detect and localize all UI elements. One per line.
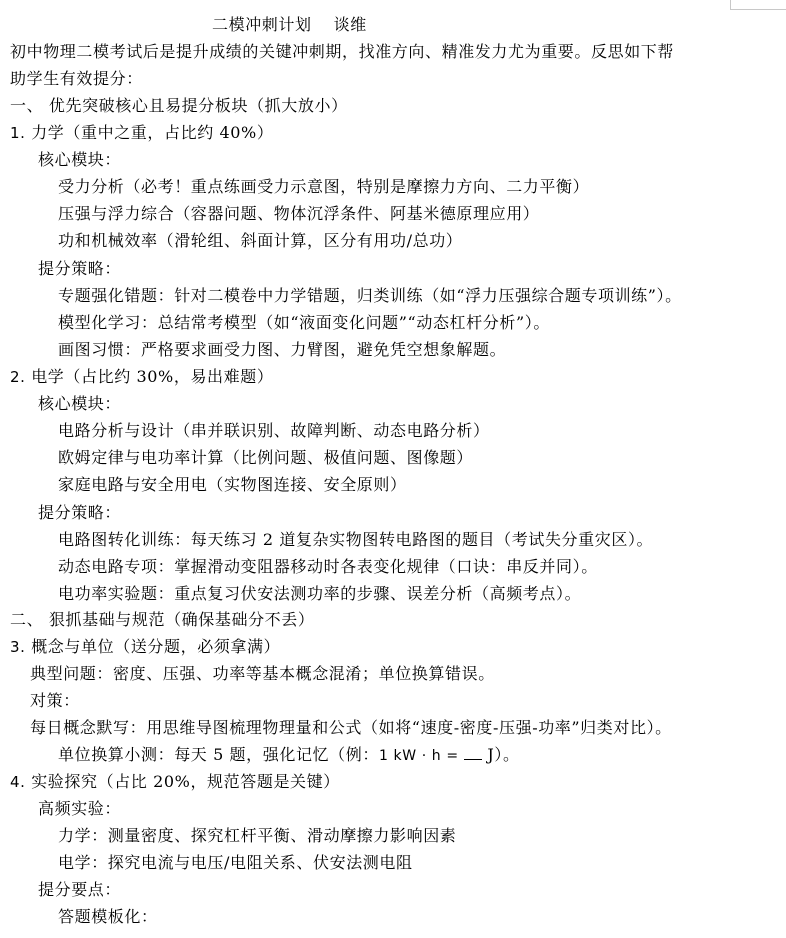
item-3-measure-2: [58, 744, 520, 770]
item-4-title: 实验探究（占比 20%，规范答题是关键）: [31, 772, 340, 791]
item-2-title: 电学（占比约 30%，易出难题）: [31, 367, 274, 386]
item-2-module-2: 欧姆定律与电功率计算（比例问题、极值问题、图像题）: [58, 448, 474, 467]
item-2-strategy-label: 提分策略：: [38, 503, 122, 522]
item-3-measure-2-unit: J）。: [481, 745, 520, 764]
item-4-experiment-1: 力学：测量密度、探究杠杆平衡、滑动摩擦力影响因素: [58, 826, 457, 845]
item-1-strategy-label: 提分策略：: [38, 259, 122, 278]
item-1-core-label: 核心模块：: [38, 150, 122, 169]
item-3-measure-2-prefix: 单位换算小测：每天 5 题，强化记忆（例：: [58, 745, 379, 764]
item-4-template-label: 答题模板化：: [58, 907, 158, 926]
item-3-heading: [10, 636, 280, 662]
item-3-measure-label: 对策：: [30, 691, 80, 710]
item-3-title: 概念与单位（送分题，必须拿满）: [31, 637, 281, 656]
item-1-module-2: 压强与浮力综合（容器问题、物体沉浮条件、阿基米德原理应用）: [58, 204, 540, 223]
intro-paragraph-line-1: 初中物理二模考试后是提升成绩的关键冲刺期，找准方向、精准发力尤为重要。反思如下帮: [10, 42, 675, 61]
item-4-points-label: 提分要点：: [38, 880, 122, 899]
item-3-number: 3.: [10, 638, 26, 656]
item-1-module-3: 功和机械效率（滑轮组、斜面计算，区分有用功/总功）: [58, 231, 463, 250]
item-4-heading: [10, 771, 340, 797]
item-2-core-label: 核心模块：: [38, 394, 122, 413]
item-3-measure-1: 每日概念默写：用思维导图梳理物理量和公式（如将“速度-密度-压强-功率”归类对比）。: [30, 718, 672, 737]
item-1-heading: [10, 122, 273, 148]
item-1-strategy-2: 模型化学习：总结常考模型（如“液面变化问题”“动态杠杆分析”）。: [58, 313, 550, 332]
item-1-strategy-1: 专题强化错题：针对二模卷中力学错题，归类训练（如“浮力压强综合题专项训练”）。: [58, 286, 682, 305]
section-1-heading: 一、 优先突破核心且易提分板块（抓大放小）: [10, 96, 348, 115]
item-4-number: 4.: [10, 773, 26, 791]
document-title: 二模冲刺计划: [212, 15, 312, 34]
item-2-heading: [10, 366, 273, 392]
item-4-experiment-2: 电学：探究电流与电压/电阻关系、伏安法测电阻: [58, 853, 413, 872]
document-author: 谈维: [333, 15, 367, 34]
item-3-problem: 典型问题：密度、压强、功率等基本概念混淆；单位换算错误。: [30, 664, 495, 683]
item-1-title: 力学（重中之重，占比约 40%）: [31, 123, 274, 142]
item-1-module-1: 受力分析（必考！重点练画受力示意图，特别是摩擦力方向、二力平衡）: [58, 177, 590, 196]
item-2-strategy-3: 电功率实验题：重点复习伏安法测功率的步骤、误差分析（高频考点）。: [58, 584, 582, 603]
item-2-strategy-2: 动态电路专项：掌握滑动变阻器移动时各表变化规律（口诀：串反并同）。: [58, 557, 598, 576]
page-corner-mark: [730, 0, 786, 10]
item-1-strategy-3: 画图习惯：严格要求画受力图、力臂图，避免凭空想象解题。: [58, 340, 507, 359]
item-4-freq-label: 高频实验：: [38, 799, 122, 818]
item-2-module-3: 家庭电路与安全用电（实物图连接、安全原则）: [58, 475, 407, 494]
item-1-number: 1.: [10, 124, 26, 142]
section-2-heading: 二、 狠抓基础与规范（确保基础分不丢）: [10, 610, 315, 629]
answer-blank: [464, 745, 482, 760]
item-2-strategy-1: 电路图转化训练：每天练习 2 道复杂实物图转电路图的题目（考试失分重灾区）。: [58, 530, 654, 549]
item-2-number: 2.: [10, 368, 26, 386]
document-title-line: [212, 14, 367, 40]
item-2-module-1: 电路分析与设计（串并联识别、故障判断、动态电路分析）: [58, 421, 490, 440]
intro-paragraph-line-2: 助学生有效提分：: [10, 69, 143, 88]
item-3-measure-2-formula: 1 kW · h =: [378, 748, 464, 764]
